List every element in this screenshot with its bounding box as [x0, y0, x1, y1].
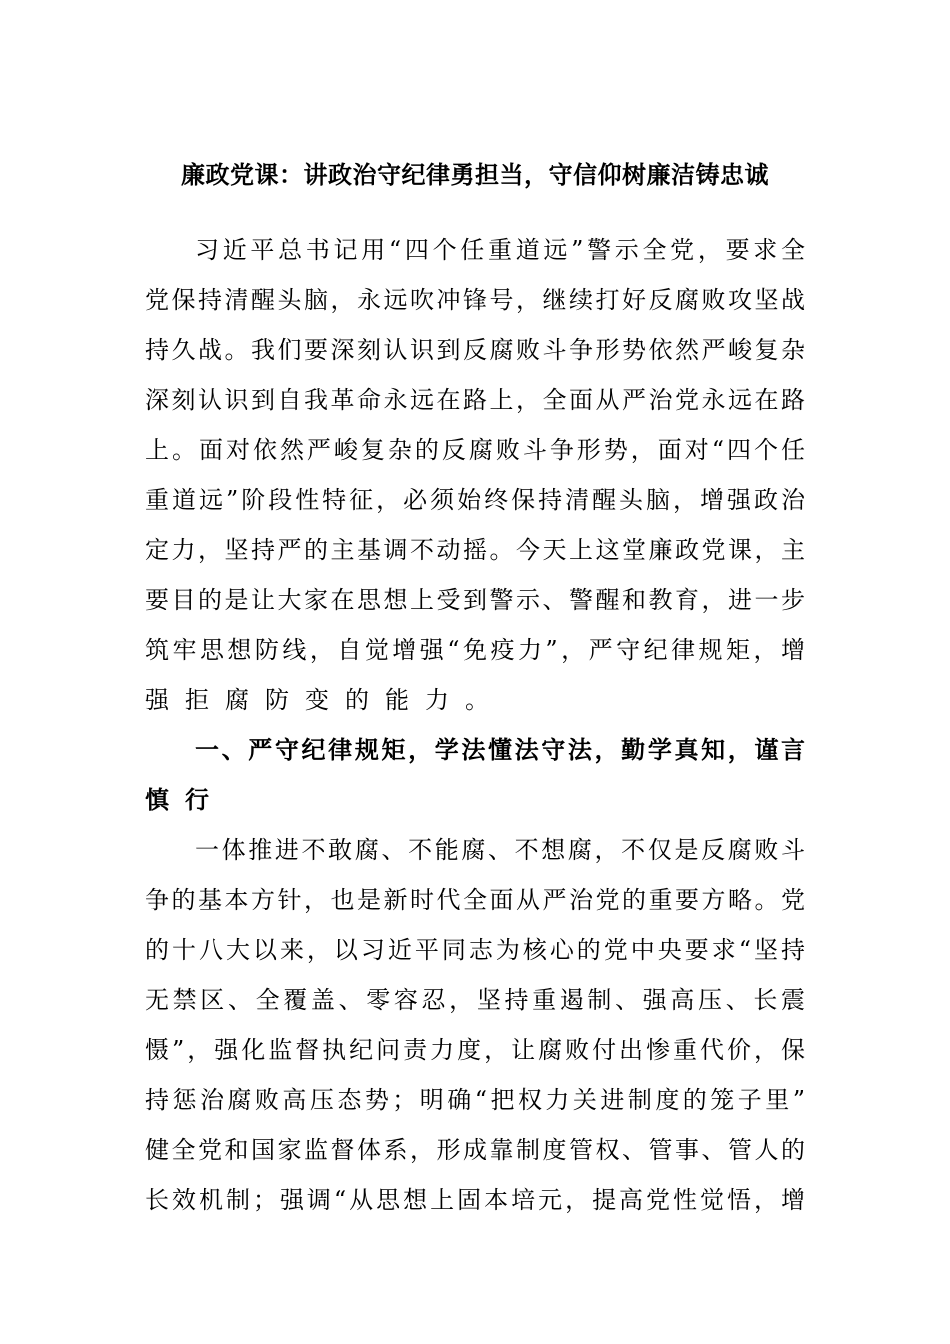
- text-line: 慑”，强化监督执纪问责力度，让腐败付出惨重代价，保: [145, 1036, 805, 1064]
- text-line: 要目的是让大家在思想上受到警示、警醒和教育，进一步: [145, 586, 805, 614]
- text-line: 深刻认识到自我革命永远在路上，全面从严治党永远在路: [145, 386, 805, 414]
- text-line: 筑牢思想防线，自觉增强“免疫力”，严守纪律规矩，增: [145, 636, 805, 664]
- text-line: 争的基本方针，也是新时代全面从严治党的重要方略。党: [145, 886, 805, 914]
- paragraph-section-1: [145, 825, 805, 1225]
- heading-line: 一、严守纪律规矩，学法懂法守法，勤学真知，谨言: [195, 735, 805, 764]
- heading-line: 慎行: [145, 785, 225, 814]
- text-line: 重道远”阶段性特征，必须始终保持清醒头脑，增强政治: [145, 486, 805, 514]
- text-line: 定力，坚持严的主基调不动摇。今天上这堂廉政党课，主: [145, 536, 805, 564]
- text-line: 健全党和国家监督体系，形成靠制度管权、管事、管人的: [145, 1136, 805, 1164]
- text-line: 一体推进不敢腐、不能腐、不想腐，不仅是反腐败斗: [195, 836, 805, 864]
- text-line: 的十八大以来，以习近平同志为核心的党中央要求“坚持: [145, 936, 805, 964]
- text-line: 上。面对依然严峻复杂的反腐败斗争形势，面对“四个任: [145, 436, 805, 464]
- text-line: 长效机制；强调“从思想上固本培元，提高党性觉悟，增: [145, 1186, 805, 1214]
- text-line: 习近平总书记用“四个任重道远”警示全党，要求全: [195, 236, 805, 264]
- text-line: 党保持清醒头脑，永远吹冲锋号，继续打好反腐败攻坚战: [145, 286, 805, 314]
- paragraph-intro: [145, 225, 805, 725]
- text-line: 持久战。我们要深刻认识到反腐败斗争形势依然严峻复杂: [145, 336, 805, 364]
- document-title: 廉政党课：讲政治守纪律勇担当，守信仰树廉洁铸忠诚: [181, 160, 769, 189]
- section-heading: [145, 725, 805, 825]
- document-body: [145, 225, 805, 1225]
- text-line: 持惩治腐败高压态势；明确“把权力关进制度的笼子里”: [145, 1086, 805, 1114]
- text-line: 无禁区、全覆盖、零容忍，坚持重遏制、强高压、长震: [145, 986, 805, 1014]
- text-line: 强拒腐防变的能力。: [145, 686, 505, 714]
